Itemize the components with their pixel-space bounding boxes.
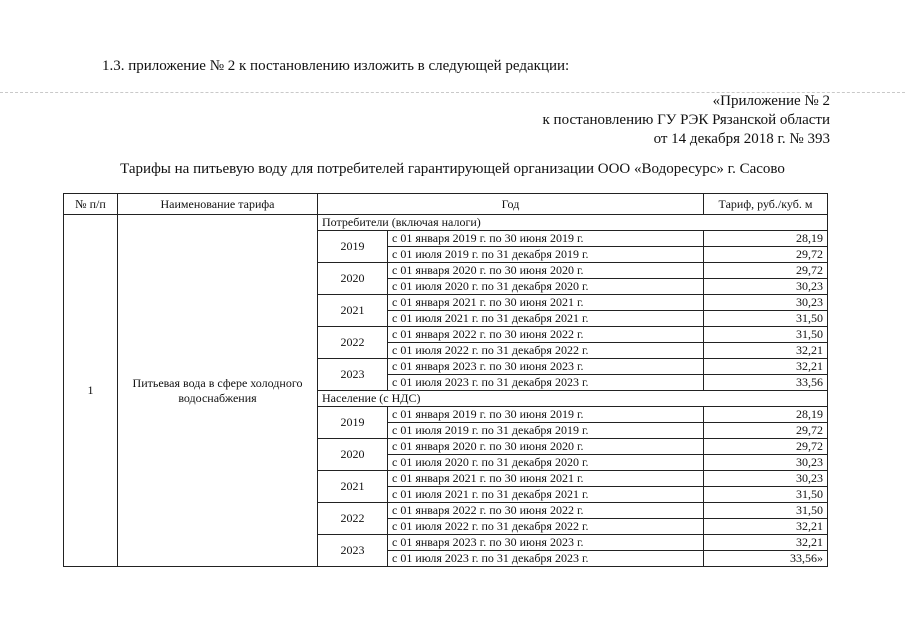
- year-cell: 2020: [318, 263, 388, 295]
- period-cell: с 01 июля 2020 г. по 31 декабря 2020 г.: [388, 279, 704, 295]
- period-cell: с 01 июля 2022 г. по 31 декабря 2022 г.: [388, 343, 704, 359]
- period-cell: с 01 января 2019 г. по 30 июня 2019 г.: [388, 407, 704, 423]
- tariff-value-cell: 28,19: [704, 231, 828, 247]
- year-cell: 2019: [318, 407, 388, 439]
- consumer-group-label: Население (с НДС): [318, 391, 828, 407]
- period-cell: с 01 июля 2020 г. по 31 декабря 2020 г.: [388, 455, 704, 471]
- tariff-value-cell: 33,56»: [704, 551, 828, 567]
- period-cell: с 01 января 2019 г. по 30 июня 2019 г.: [388, 231, 704, 247]
- period-cell: с 01 января 2023 г. по 30 июня 2023 г.: [388, 535, 704, 551]
- period-cell: с 01 июля 2023 г. по 31 декабря 2023 г.: [388, 375, 704, 391]
- tariff-value-cell: 32,21: [704, 535, 828, 551]
- table-body: [64, 215, 828, 567]
- year-cell: 2023: [318, 359, 388, 391]
- tariff-table: [63, 193, 828, 567]
- tariff-value-cell: 31,50: [704, 487, 828, 503]
- period-cell: с 01 июля 2019 г. по 31 декабря 2019 г.: [388, 423, 704, 439]
- year-cell: 2021: [318, 295, 388, 327]
- tariff-value-cell: 29,72: [704, 423, 828, 439]
- tariff-value-cell: 30,23: [704, 471, 828, 487]
- intro-text: 1.3. приложение № 2 к постановлению изложить в следующей редакции:: [102, 58, 570, 74]
- tariff-name: Питьевая вода в сфере холодного водоснабжения: [118, 215, 318, 567]
- document-title: Тарифы на питьевую воду для потребителей гарантирующей организации ООО «Водоресурс» г. Сасово: [120, 161, 785, 177]
- year-cell: 2019: [318, 231, 388, 263]
- table-row: [64, 215, 828, 231]
- tariff-value-cell: 32,21: [704, 519, 828, 535]
- appendix-line-3: от 14 декабря 2018 г. № 393: [653, 131, 830, 147]
- tariff-value-cell: 32,21: [704, 343, 828, 359]
- period-cell: с 01 января 2021 г. по 30 июня 2021 г.: [388, 471, 704, 487]
- tariff-value-cell: 29,72: [704, 439, 828, 455]
- table-header-row: [64, 194, 828, 215]
- tariff-value-cell: 30,23: [704, 295, 828, 311]
- period-cell: с 01 января 2020 г. по 30 июня 2020 г.: [388, 439, 704, 455]
- tariff-value-cell: 29,72: [704, 263, 828, 279]
- tariff-value-cell: 32,21: [704, 359, 828, 375]
- tariff-value-cell: 31,50: [704, 311, 828, 327]
- period-cell: с 01 января 2022 г. по 30 июня 2022 г.: [388, 503, 704, 519]
- tariff-value-cell: 30,23: [704, 279, 828, 295]
- header-name: Наименование тарифа: [118, 194, 318, 215]
- tariff-value-cell: 33,56: [704, 375, 828, 391]
- header-year: Год: [318, 194, 704, 215]
- period-cell: с 01 января 2023 г. по 30 июня 2023 г.: [388, 359, 704, 375]
- period-cell: с 01 июля 2022 г. по 31 декабря 2022 г.: [388, 519, 704, 535]
- header-tariff: Тариф, руб./куб. м: [704, 194, 828, 215]
- year-cell: 2022: [318, 503, 388, 535]
- tariff-value-cell: 30,23: [704, 455, 828, 471]
- appendix-line-1: «Приложение № 2: [712, 93, 830, 109]
- year-cell: 2023: [318, 535, 388, 567]
- period-cell: с 01 января 2022 г. по 30 июня 2022 г.: [388, 327, 704, 343]
- year-cell: 2022: [318, 327, 388, 359]
- year-cell: 2021: [318, 471, 388, 503]
- period-cell: с 01 января 2021 г. по 30 июня 2021 г.: [388, 295, 704, 311]
- appendix-block: [543, 92, 830, 149]
- tariff-value-cell: 31,50: [704, 327, 828, 343]
- period-cell: с 01 июля 2021 г. по 31 декабря 2021 г.: [388, 487, 704, 503]
- tariff-value-cell: 31,50: [704, 503, 828, 519]
- period-cell: с 01 июля 2023 г. по 31 декабря 2023 г.: [388, 551, 704, 567]
- header-num: № п/п: [64, 194, 118, 215]
- appendix-line-2: к постановлению ГУ РЭК Рязанской области: [542, 112, 830, 128]
- period-cell: с 01 июля 2021 г. по 31 декабря 2021 г.: [388, 311, 704, 327]
- consumer-group-label: Потребители (включая налоги): [318, 215, 828, 231]
- period-cell: с 01 января 2020 г. по 30 июня 2020 г.: [388, 263, 704, 279]
- tariff-value-cell: 28,19: [704, 407, 828, 423]
- tariff-value-cell: 29,72: [704, 247, 828, 263]
- year-cell: 2020: [318, 439, 388, 471]
- period-cell: с 01 июля 2019 г. по 31 декабря 2019 г.: [388, 247, 704, 263]
- row-number: 1: [64, 215, 118, 567]
